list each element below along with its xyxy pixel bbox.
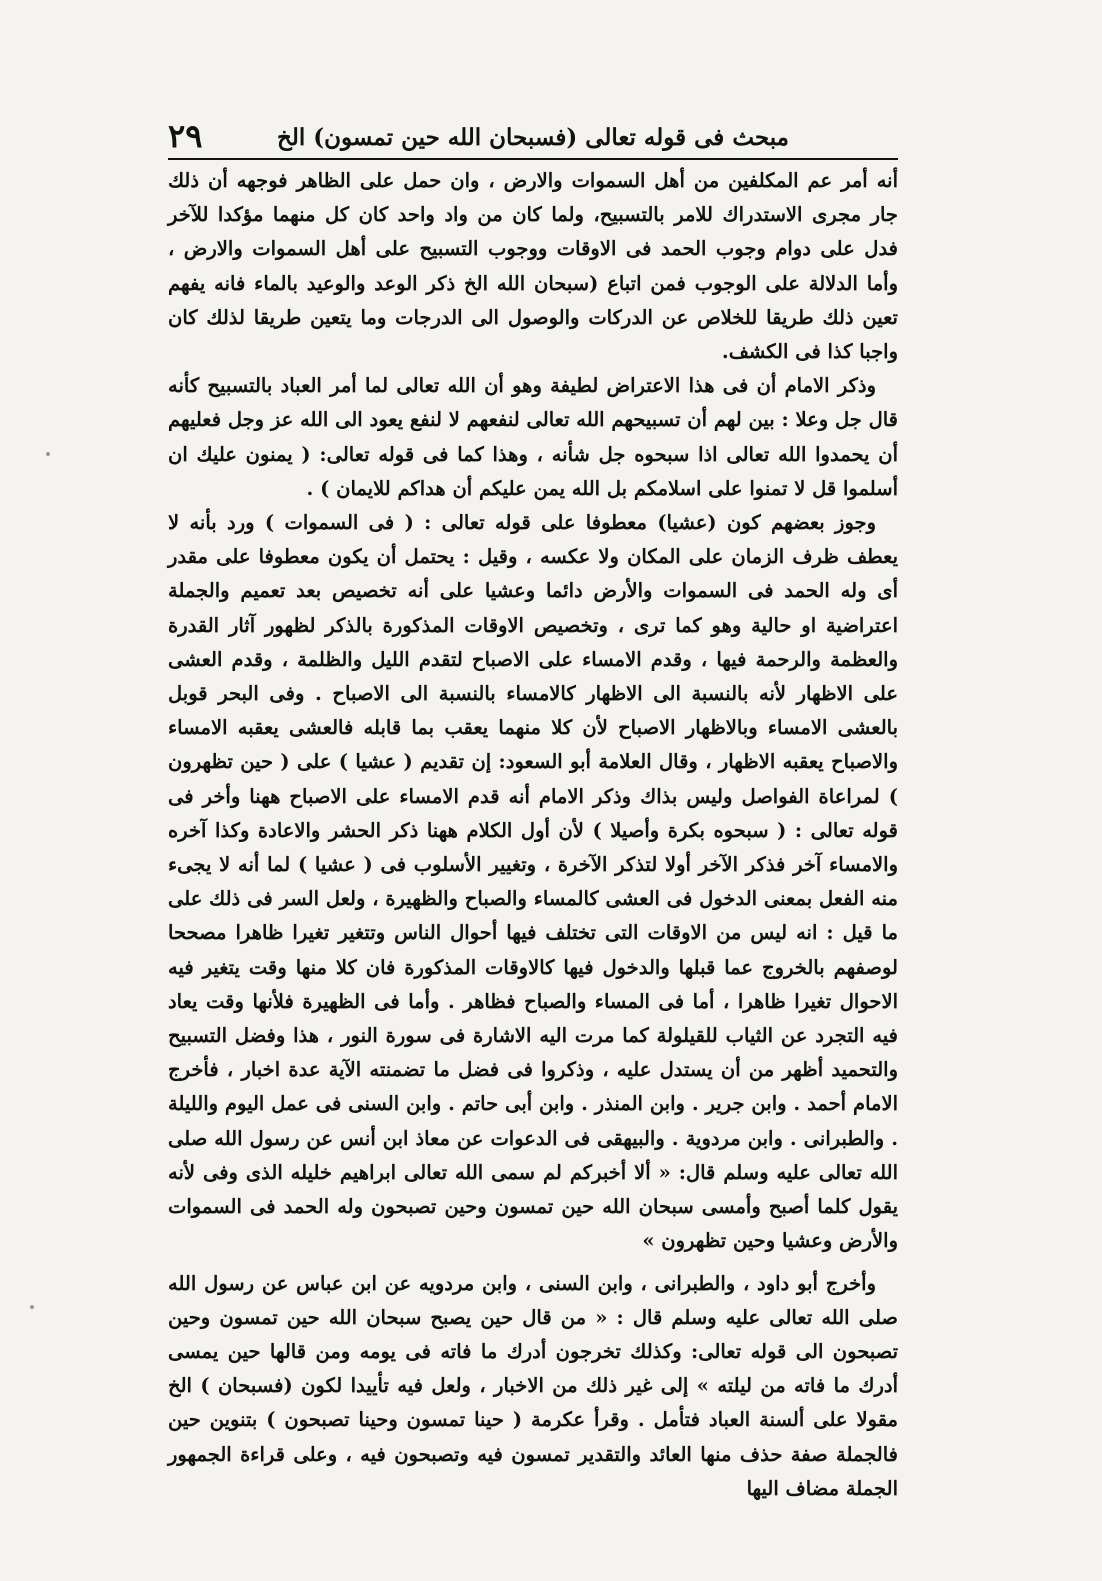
paragraph-2: وذكر الامام أن فى هذا الاعتراض لطيفة وهو أن الله تعالى لما أمر العباد بالتسبيح كأنه قال جل وعلا : بين لهم أن تسبيحهم الله تعالى لنفعهم لا لنفع يعود الى الله عز وجل فعليهم أن يحمدوا الله تعالى اذا سبحوه جل شأنه ، وهذا كما فى قوله تعالى: ( يمنون عليك ان أسلموا قل لا تمنوا على اسلامكم بل الله يمن عليكم أن هداكم للايمان ) .: [168, 374, 898, 500]
text-body: [168, 164, 898, 1506]
book-page: [168, 112, 898, 1542]
paragraph-4: وأخرج أبو داود ، والطبرانى ، وابن السنى ، وابن مردويه عن ابن عباس عن رسول الله صلى الله تعالى عليه وسلم قال : « من قال حين يصبح سبحان الله حين تمسون وحين تصبحون الى قوله تعالى: وكذلك تخرجون أدرك ما فاته فى يومه ومن قالها حين يمسى أدرك ما فاته من ليلته » إلى غير ذلك من الاخبار ، ولعل فيه تأييدا لكون (فسبحان ) الخ مقولا على ألسنة العباد فتأمل . وقرأ عكرمة ( حينا تمسون وحينا تصبحون ) بتنوين حين فالجملة صفة حذف منها العائد والتقدير تمسون فيه وتصبحون فيه ، وعلى قراءة الجمهور الجملة مضاف اليها: [168, 1271, 898, 1500]
scan-speck: [30, 1305, 34, 1309]
running-header: [168, 112, 898, 160]
scan-speck: [46, 452, 50, 456]
paragraph-1: أنه أمر عم المكلفين من أهل السموات والارض ، وان حمل على الظاهر فوجهه أن ذلك جار مجرى الاستدراك للامر بالتسبيح، ولما كان من واد واحد كان كل منهما مؤكدا للآخر فدل على دوام وجوب الحمد فى الاوقات ووجوب التسبيح على أهل السموات والارض ، وأما الدلالة على الوجوب فمن اتباع (سبحان الله الخ ذكر الوعد والوعيد بالماء فانه يفهم تعين ذلك طريقا للخلاص عن الدركات والوصول الى الدرجات وما يتعين طريقا لذلك كان واجبا كذا فى الكشف.: [168, 169, 898, 364]
running-title: مبحث فى قوله تعالى (فسبحان الله حين تمسون) الخ: [276, 124, 790, 151]
page-number: ٢٩: [168, 117, 203, 155]
paragraph-3: وجوز بعضهم كون (عشيا) معطوفا على قوله تعالى : ( فى السموات ) ورد بأنه لا يعطف ظرف الزمان على المكان ولا عكسه ، وقيل : يحتمل أن يكون معطوفا على مقدر أى وله الحمد فى السموات والأرض دائما وعشيا على أنه تخصيص بعد تعميم والجملة اعتراضية او حالية وهو كما ترى ، وتخصيص الاوقات المذكورة بالذكر لظهور آثار القدرة والعظمة والرحمة فيها ، وقدم الامساء على الاصباح لتقدم الليل والظلمة ، وقدم العشى على الاظهار لأنه بالنسبة الى الاظهار كالامساء بالنسبة الى الاصباح . وفى البحر قوبل بالعشى الامساء وبالاظهار الاصباح لأن كلا منهما يعقب بما قابله فالعشى يعقبه الامساء والاصباح يعقبه الاظهار ، وقال العلامة أبو السعود: إن تقديم ( عشيا ) على ( حين تظهرون ) لمراعاة الفواصل وليس بذاك وذكر الامام أنه قدم الامساء على الاصباح ههنا وأخر فى قوله تعالى : ( سبحوه بكرة وأصيلا ) لأن أول الكلام ههنا ذكر الحشر والاعادة وكذا آخره والامساء آخر فذكر الآخر أولا لتذكر الآخرة ، وتغيير الأسلوب فى ( عشيا ) لما أنه لا يجىء منه الفعل بمعنى الدخول فى العشى كالمساء والصباح والظهيرة ، ولعل السر فى ذلك على ما قيل : انه ليس من الاوقات التى تختلف فيها أحوال الناس وتتغير تغيرا ظاهرا مصححا لوصفهم بالخروج عما قبلها والدخول فيها كالاوقات المذكورة فان كلا منها وقت يتغير فيه الاحوال تغيرا ظاهرا ، أما فى المساء والصباح فظاهر . وأما فى الظهيرة فلأنها وقت يعاد فيه التجرد عن الثياب للقيلولة كما مرت اليه الاشارة فى سورة النور ، هذا وفضل التسبيح والتحميد أظهر من أن يستدل عليه ، وذكروا فى فضل ما تضمنته الآية عدة اخبار ، فأخرج الامام أحمد . وابن جرير . وابن المنذر . وابن أبى حاتم . وابن السنى فى عمل اليوم والليلة . والطبرانى . وابن مردوية . والبيهقى فى الدعوات عن معاذ ابن أنس عن رسول الله صلى الله تعالى عليه وسلم قال: « ألا أخبركم لم سمى الله تعالى ابراهيم خليله الذى وفى لأنه يقول كلما أصبح وأمسى سبحان الله حين تمسون وحين تصبحون وله الحمد فى السموات والأرض وعشيا وحين تظهرون »: [168, 511, 898, 1253]
